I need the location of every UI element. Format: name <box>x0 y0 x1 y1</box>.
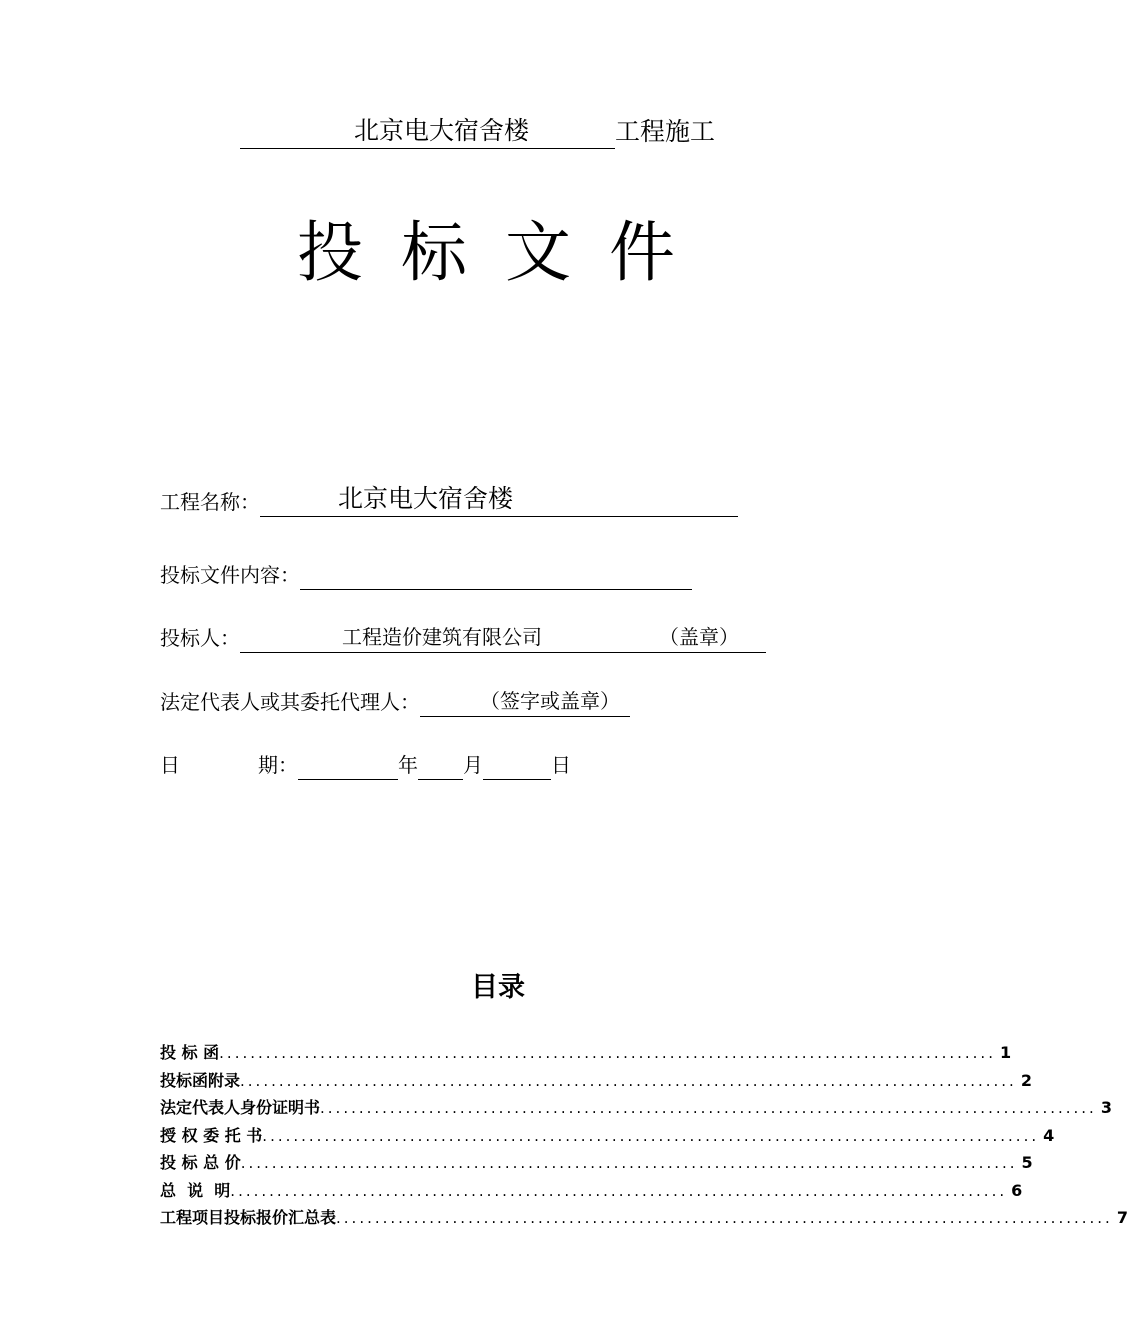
toc-item-title: 总 说 明 <box>160 1180 231 1200</box>
toc-item-page: 1 <box>999 1043 1012 1062</box>
toc-leader: .................................................................................................... <box>230 1181 1008 1200</box>
document-title: 投标文件 <box>297 214 713 291</box>
toc-leader: .................................................................................................... <box>320 1099 1097 1117</box>
toc-item-page: 2 <box>1020 1070 1032 1090</box>
toc-item-title: 授 权 委 托 书 <box>160 1125 263 1145</box>
toc-heading: 目录 <box>471 972 525 1003</box>
header-project: 北京电大宿舍楼 <box>354 116 530 145</box>
toc-item[interactable] <box>160 1040 1012 1068</box>
toc-item[interactable] <box>160 1205 1128 1233</box>
year-blank <box>298 757 398 780</box>
toc-item-page: 4 <box>1043 1125 1055 1145</box>
toc-item[interactable] <box>160 1123 1055 1151</box>
representative-sign: （签字或盖章） <box>420 686 630 717</box>
project-name-label: 工程名称： <box>160 490 260 514</box>
bidder-label: 投标人： <box>160 626 240 650</box>
bidder-field <box>160 622 766 653</box>
table-of-contents <box>160 1040 1128 1233</box>
header-line <box>240 114 715 149</box>
month-label: 月 <box>463 753 483 777</box>
toc-leader: .................................................................................................... <box>219 1044 996 1062</box>
toc-leader: .................................................................................................... <box>240 1071 1017 1090</box>
day-label: 日 <box>551 753 571 777</box>
bidder-value: 工程造价建筑有限公司 <box>342 625 542 649</box>
toc-item[interactable] <box>160 1178 1023 1206</box>
toc-item-title: 投 标 函 <box>160 1043 220 1062</box>
toc-item[interactable] <box>160 1150 1033 1178</box>
toc-item-title: 投 标 总 价 <box>160 1153 241 1172</box>
toc-item-page: 3 <box>1100 1098 1112 1117</box>
bidder-seal: （盖章） <box>659 625 739 649</box>
content-blank <box>300 567 692 590</box>
toc-item-page: 7 <box>1116 1208 1128 1227</box>
month-blank <box>418 757 463 780</box>
toc-item[interactable] <box>160 1095 1112 1123</box>
toc-item-title: 工程项目投标报价汇总表 <box>160 1208 337 1227</box>
content-label: 投标文件内容： <box>160 563 300 587</box>
toc-item-title: 法定代表人身份证明书 <box>160 1098 321 1117</box>
year-label: 年 <box>398 753 418 777</box>
toc-item-title: 投标函附录 <box>160 1070 241 1090</box>
day-blank <box>483 757 551 780</box>
content-field <box>160 560 692 590</box>
bidder-value-line <box>240 622 766 653</box>
date-label-1: 日 <box>160 753 180 777</box>
date-label-2: 期： <box>258 753 298 777</box>
date-field <box>160 750 571 780</box>
representative-field <box>160 686 630 717</box>
representative-label: 法定代表人或其委托代理人： <box>160 690 420 714</box>
header-project-underline <box>240 114 615 149</box>
toc-leader: .................................................................................................... <box>240 1154 1018 1172</box>
toc-leader: .................................................................................................... <box>336 1209 1113 1227</box>
toc-item-page: 5 <box>1021 1153 1033 1172</box>
toc-item[interactable] <box>160 1068 1032 1096</box>
project-name-field <box>160 482 738 517</box>
toc-leader: .................................................................................................... <box>262 1126 1040 1145</box>
project-name-value: 北京电大宿舍楼 <box>260 482 738 517</box>
header-suffix: 工程施工 <box>615 117 716 146</box>
toc-item-page: 6 <box>1011 1180 1023 1200</box>
